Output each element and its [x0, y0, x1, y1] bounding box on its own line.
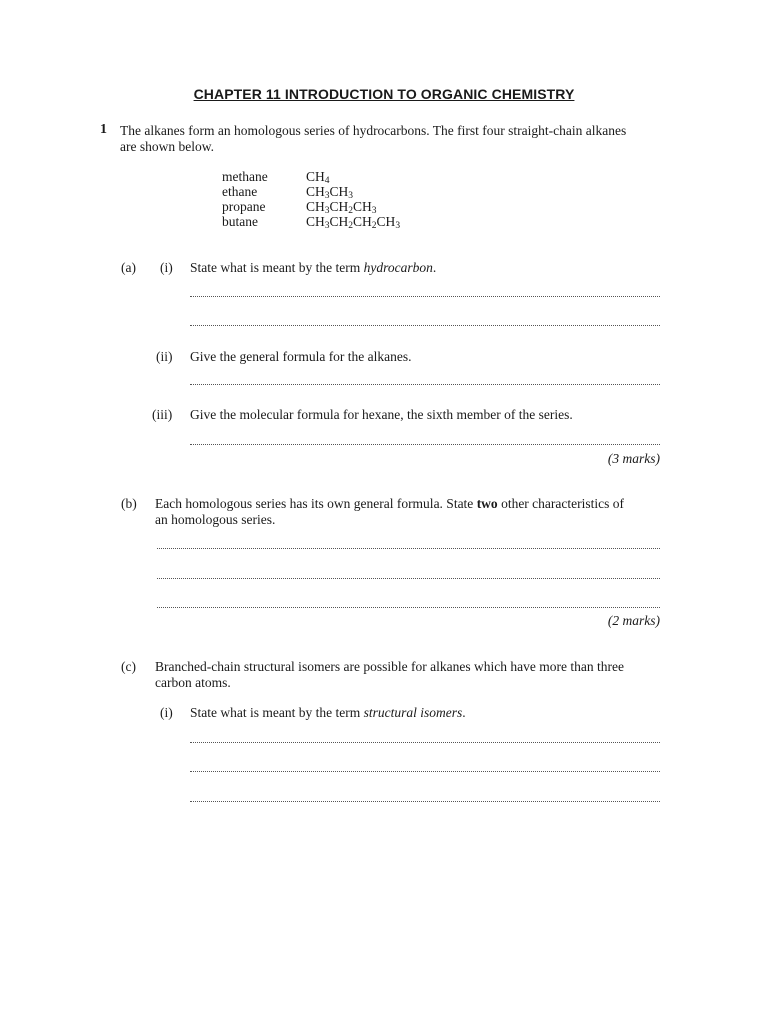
alkane-table [222, 169, 268, 229]
alkane-name-butane: butane [222, 214, 258, 229]
part-a-iii-question: Give the molecular formula for hexane, the sixth member of the series. [190, 407, 573, 422]
part-a-i-end: . [432, 260, 437, 275]
part-b-text-pre: Each homologous series has its own general formula. State [155, 496, 477, 511]
answer-line-c-i-3[interactable] [190, 801, 660, 802]
intro-line-1: The alkanes form an homologous series of hydrocarbons. The first four straight-chain alkanes [120, 123, 627, 138]
alkane-formulas [306, 169, 400, 229]
question-intro [120, 123, 680, 155]
answer-line-b-1[interactable] [157, 548, 660, 549]
part-b-marks: (2 marks) [607, 613, 660, 628]
part-a-i-label: (i) [160, 260, 173, 275]
alkane-formula-ethane: $CH_3CH_3$ [306, 184, 354, 201]
part-a-i-question [190, 260, 436, 276]
part-a-iii-label: (iii) [152, 407, 173, 422]
part-c-i-term: structural isomers [363, 705, 463, 720]
alkane-name-methane: methane [222, 169, 268, 184]
alkane-formula-propane: $CH_3CH_2CH_3$ [306, 199, 377, 216]
answer-line-a-ii[interactable] [190, 384, 660, 385]
answer-line-a-iii[interactable] [190, 444, 660, 445]
alkane-formula-butane: $CH_3CH_2CH_2CH_3$ [306, 214, 401, 231]
part-b-text-line2: an homologous series. [155, 512, 276, 527]
page-title: CHAPTER 11 INTRODUCTION TO ORGANIC CHEMISTRY [193, 86, 575, 102]
part-c-text-line2: carbon atoms. [155, 675, 231, 690]
part-a-i-term: hydrocarbon [363, 260, 433, 275]
question-number: 1 [100, 122, 107, 137]
answer-line-b-3[interactable] [157, 607, 660, 608]
part-c-i-label: (i) [160, 705, 173, 720]
part-a-marks: (3 marks) [607, 451, 660, 466]
alkane-name-ethane: ethane [222, 184, 258, 199]
part-a-i-text: State what is meant by the term [190, 260, 364, 275]
intro-line-2: are shown below. [120, 139, 214, 154]
part-c-i-text: State what is meant by the term [190, 705, 364, 720]
alkane-name-propane: propane [222, 199, 266, 214]
answer-line-c-i-1[interactable] [190, 742, 660, 743]
answer-line-a-i-1[interactable] [190, 296, 660, 297]
part-b-text-post: other characteristics of [497, 496, 624, 511]
part-c-i-question [190, 705, 466, 721]
part-a-label: (a) [121, 260, 136, 275]
part-b-label: (b) [121, 496, 137, 511]
alkane-formula-methane: $CH_4$ [306, 169, 330, 186]
answer-line-b-2[interactable] [157, 578, 660, 579]
part-c-text-line1: Branched-chain structural isomers are possible for alkanes which have more than three [155, 659, 624, 674]
part-c-label: (c) [121, 659, 136, 674]
part-c-question [155, 659, 675, 691]
answer-line-a-i-2[interactable] [190, 325, 660, 326]
part-b-question [155, 496, 675, 528]
part-c-i-end: . [462, 705, 466, 720]
part-b-text-bold: two [476, 496, 498, 511]
part-a-ii-question: Give the general formula for the alkanes. [190, 349, 412, 364]
answer-line-c-i-2[interactable] [190, 771, 660, 772]
part-a-ii-label: (ii) [156, 349, 173, 364]
